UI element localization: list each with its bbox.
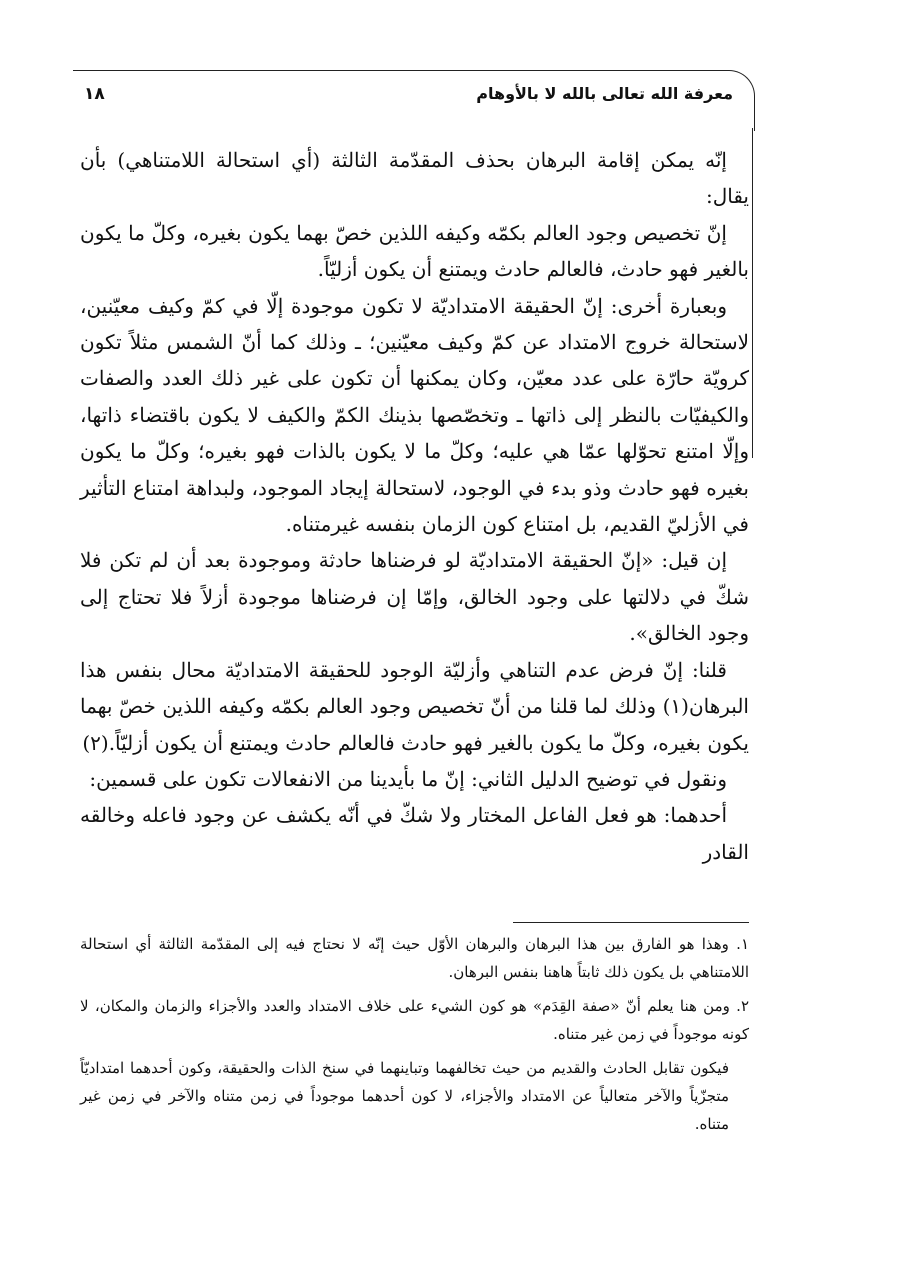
- footnote: ٢. ومن هنا يعلم أنّ «صفة القِدَم» هو كون الشيء على خلاف الامتداد والعدد والأجزاء والزمان والمكان، لا كونه موجوداً في زمن غير متناه.: [80, 997, 749, 1043]
- paragraph: إن قيل: «إنّ الحقيقة الامتداديّة لو فرضناها حادثة وموجودة بعد أن لم تكن فلا شكّ في دلالتها على وجود الخالق، وإمّا إن فرضناها موجودة أزلاً فلا تحتاج إلى وجود الخالق».: [80, 548, 749, 646]
- paragraph: أحدهما: هو فعل الفاعل المختار ولا شكّ في أنّه يكشف عن وجود فاعله وخالقه القادر: [80, 803, 749, 864]
- page-number: ١٨: [84, 84, 105, 104]
- margin-rule: [752, 128, 753, 458]
- footnote-continuation: فيكون تقابل الحادث والقديم من حيث تخالفهما وتباينهما في سنخ الذات والحقيقة، وكون أحدهما امتداديّاً متجزّياً والآخر متعالياً عن الامتداد والأجزاء، لا كون أحدهما موجوداً في زمن متناه والآخر في زمن غير متناه.: [80, 1059, 729, 1133]
- paragraph: وبعبارة أخرى: إنّ الحقيقة الامتداديّة لا تكون موجودة إلّا في كمّ وكيف معيّنين، لاستحالة خروج الامتداد عن كمّ وكيف معيّنين؛ ـ وذلك كما أنّ الشمس مثلاً تكون كرويّة حارّة على عدد معيّن، وكان يمكنها أن تكون على غير ذلك العدد والصفات والكيفيّات بالنظر إلى ذاتها ـ وتخصّصها بذينك الكمّ والكيف لا يكون باقتضاء ذاتها، وإلّا امتنع تحوّلها عمّا هي عليه؛ وكلّ ما لا يكون بالذات فهو بغيره؛ وكلّ ما يكون بغيره فهو حادث وذو بدء في الوجود، لاستحالة إيجاد الموجود، ولبداهة امتناع التأثير في الأزليّ القديم، بل امتناع كون الزمان بنفسه غيرمتناه.: [80, 293, 750, 537]
- header-rule: [73, 70, 728, 71]
- running-header-title: معرفة الله تعالى بالله لا بالأوهام: [476, 84, 733, 103]
- paragraph: قلنا: إنّ فرض عدم التناهي وأزليّة الوجود للحقيقة الامتداديّة محال بنفس هذا البرهان(١) وذلك لما قلنا من أنّ تخصيص وجود العالم بكمّه وكيفه اللذين خصّ بهما يكون بغيره، وكلّ ما يكون بالغير فهو حادث فالعالم حادث ويمتنع أن يكون أزليّاً.(٢): [80, 657, 749, 755]
- footnotes: [80, 930, 749, 1144]
- paragraph: إنّه يمكن إقامة البرهان بحذف المقدّمة الثالثة (أي استحالة اللامتناهي) بأن يقال:: [80, 148, 749, 209]
- paragraph: إنّ تخصيص وجود العالم بكمّه وكيفه اللذين خصّ بهما يكون بغيره، وكلّ ما يكون بالغير فهو حادث، فالعالم حادث ويمتنع أن يكون أزليّاً.: [80, 220, 749, 282]
- main-text: [80, 142, 749, 870]
- paragraph: ونقول في توضيح الدليل الثاني: إنّ ما بأيدينا من الانفعالات تكون على قسمين:: [89, 766, 727, 791]
- footnote: ١. وهذا هو الفارق بين هذا البرهان والبرهان الأوّل حيث إنّه لا نحتاج فيه إلى المقدّمة الثالثة أي استحالة اللامتناهي بل يكون ذلك ثابتاً هاهنا بنفس البرهان.: [80, 935, 749, 981]
- footnote-separator: [513, 922, 749, 923]
